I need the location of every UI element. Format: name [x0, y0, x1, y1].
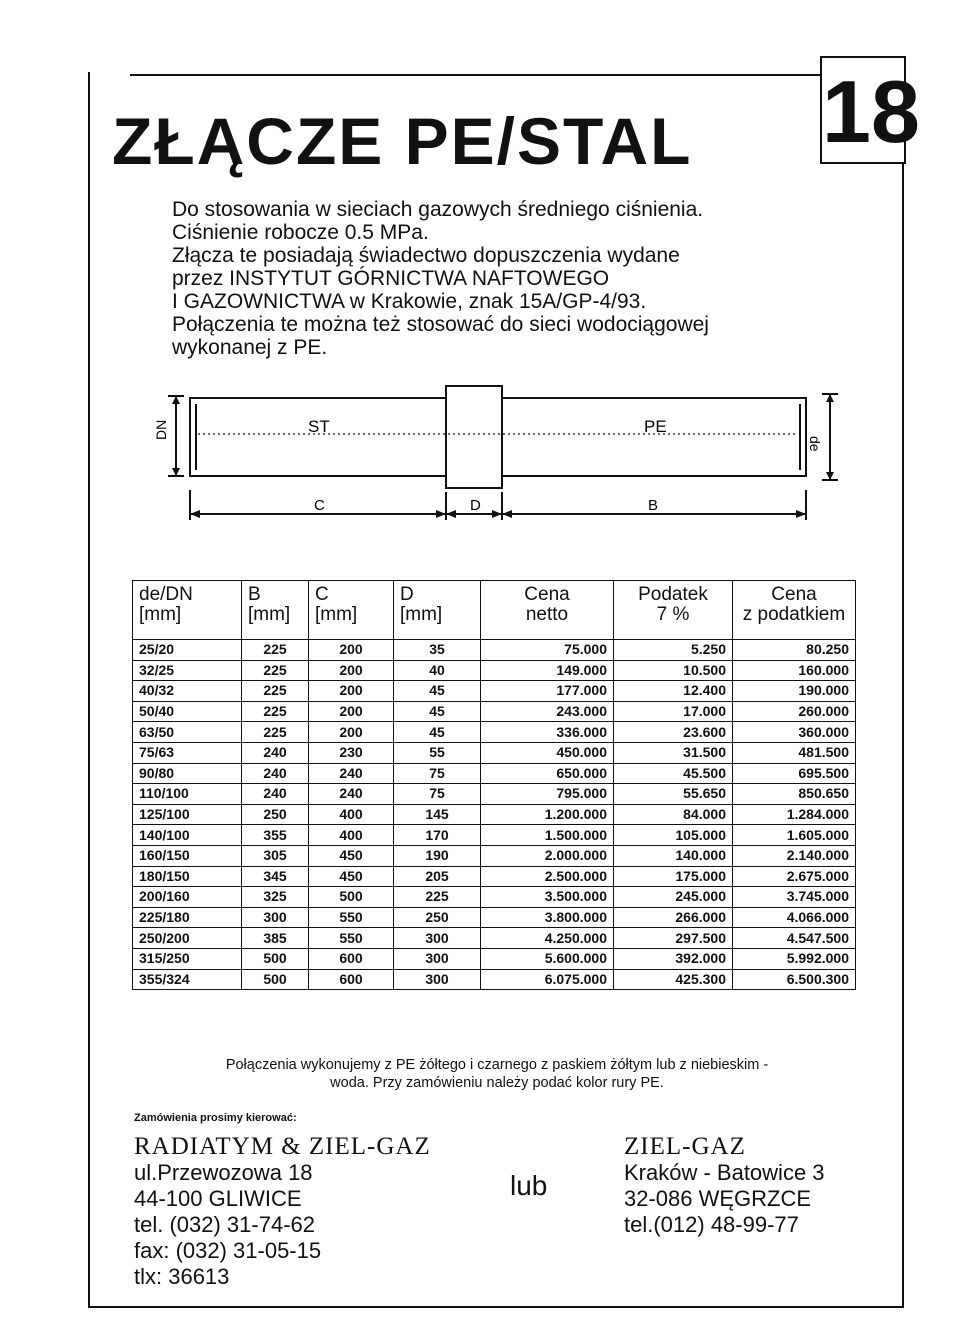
table-cell: 240 — [242, 742, 309, 763]
table-cell: 6.075.000 — [481, 969, 614, 990]
table-cell: 297.500 — [614, 928, 733, 949]
table-cell: 425.300 — [614, 969, 733, 990]
table-cell: 550 — [309, 928, 394, 949]
table-cell: 3.500.000 — [481, 887, 614, 908]
table-cell: 23.600 — [614, 722, 733, 743]
table-cell: 240 — [309, 763, 394, 784]
table-cell: 225 — [394, 887, 481, 908]
table-cell: 1.605.000 — [733, 825, 856, 846]
table-row — [133, 907, 856, 928]
table-row — [133, 784, 856, 805]
table-cell: 5.992.000 — [733, 948, 856, 969]
label-d: D — [470, 497, 481, 514]
table-cell: 240 — [242, 784, 309, 805]
table-cell: 17.000 — [614, 701, 733, 722]
table-header-row — [133, 581, 856, 640]
city-address: 32-086 WĘGRZCE — [624, 1186, 812, 1211]
table-cell: 200 — [309, 660, 394, 681]
street-address: Kraków - Batowice 3 — [624, 1160, 825, 1185]
table-cell: 55 — [394, 742, 481, 763]
top-rule — [130, 74, 820, 76]
table-cell: 140/100 — [133, 825, 242, 846]
table-cell: 1.284.000 — [733, 804, 856, 825]
label-st: ST — [308, 417, 330, 436]
table-row — [133, 701, 856, 722]
label-dn: DN — [153, 419, 169, 440]
table-cell: 35 — [394, 640, 481, 661]
table-cell: 325 — [242, 887, 309, 908]
table-cell: 31.500 — [614, 742, 733, 763]
table-cell: 355 — [242, 825, 309, 846]
table-row — [133, 681, 856, 702]
table-cell: 230 — [309, 742, 394, 763]
table-cell: 2.675.000 — [733, 866, 856, 887]
table-cell: 205 — [394, 866, 481, 887]
table-cell: 300 — [394, 969, 481, 990]
color-note — [132, 1056, 862, 1092]
table-cell: 75 — [394, 784, 481, 805]
header-cell: de/DN [mm] — [133, 581, 242, 640]
table-cell: 300 — [394, 948, 481, 969]
table-cell: 45 — [394, 722, 481, 743]
table-cell: 55.650 — [614, 784, 733, 805]
table-cell: 200 — [309, 640, 394, 661]
table-cell: 300 — [242, 907, 309, 928]
company-name: ZIEL-GAZ — [624, 1133, 746, 1160]
table-cell: 177.000 — [481, 681, 614, 702]
phone-number: tel.(012) 48-99-77 — [624, 1212, 799, 1237]
table-cell: 5.250 — [614, 640, 733, 661]
table-cell: 345 — [242, 866, 309, 887]
table-cell: 695.500 — [733, 763, 856, 784]
table-cell: 225 — [242, 640, 309, 661]
table-row — [133, 804, 856, 825]
table-cell: 1.200.000 — [481, 804, 614, 825]
table-cell: 45 — [394, 681, 481, 702]
table-cell: 6.500.300 — [733, 969, 856, 990]
table-cell: 240 — [242, 763, 309, 784]
intro-line: Połączenia te można też stosować do sieci wodociągowej — [172, 313, 709, 336]
telex-number: tlx: 36613 — [134, 1264, 230, 1289]
table-cell: 160/150 — [133, 845, 242, 866]
table-cell: 250 — [394, 907, 481, 928]
label-pe: PE — [644, 417, 667, 436]
table-cell: 400 — [309, 804, 394, 825]
table-cell: 225 — [242, 681, 309, 702]
intro-line: I GAZOWNICTWA w Krakowie, znak 15A/GP-4/93. — [172, 290, 647, 313]
table-cell: 355/324 — [133, 969, 242, 990]
table-cell: 175.000 — [614, 866, 733, 887]
table-cell: 25/20 — [133, 640, 242, 661]
table-cell: 243.000 — [481, 701, 614, 722]
table-cell: 12.400 — [614, 681, 733, 702]
table-row — [133, 640, 856, 661]
intro-line: przez INSTYTUT GÓRNICTWA NAFTOWEGO — [172, 267, 610, 290]
table-row — [133, 845, 856, 866]
table-cell: 500 — [309, 887, 394, 908]
table-cell: 180/150 — [133, 866, 242, 887]
table-cell: 2.500.000 — [481, 866, 614, 887]
price-table-body — [133, 640, 856, 990]
city-address: 44-100 GLIWICE — [134, 1186, 302, 1211]
table-cell: 75 — [394, 763, 481, 784]
table-cell: 250 — [242, 804, 309, 825]
order-label: Zamówienia prosimy kierować: — [134, 1112, 297, 1124]
intro-line: wykonanej z PE. — [172, 336, 328, 359]
table-cell: 200 — [309, 681, 394, 702]
table-cell: 45 — [394, 701, 481, 722]
table-cell: 3.800.000 — [481, 907, 614, 928]
table-row — [133, 742, 856, 763]
table-cell: 4.250.000 — [481, 928, 614, 949]
table-row — [133, 969, 856, 990]
contact-right — [624, 1134, 825, 1238]
table-cell: 385 — [242, 928, 309, 949]
header-cell: D [mm] — [394, 581, 481, 640]
table-cell: 305 — [242, 845, 309, 866]
table-cell: 266.000 — [614, 907, 733, 928]
table-cell: 105.000 — [614, 825, 733, 846]
intro-line: Złącza te posiadają świadectwo dopuszczenia wydane — [172, 244, 680, 267]
table-cell: 200/160 — [133, 887, 242, 908]
table-cell: 125/100 — [133, 804, 242, 825]
table-cell: 84.000 — [614, 804, 733, 825]
table-cell: 3.745.000 — [733, 887, 856, 908]
table-cell: 481.500 — [733, 742, 856, 763]
table-cell: 260.000 — [733, 701, 856, 722]
table-cell: 400 — [309, 825, 394, 846]
table-cell: 795.000 — [481, 784, 614, 805]
note-line: woda. Przy zamówieniu należy podać kolor rury PE. — [330, 1075, 664, 1091]
table-cell: 40 — [394, 660, 481, 681]
table-cell: 240 — [309, 784, 394, 805]
company-name: RADIATYM & ZIEL-GAZ — [134, 1133, 431, 1160]
header-cell: C [mm] — [309, 581, 394, 640]
table-cell: 450.000 — [481, 742, 614, 763]
price-table — [132, 580, 856, 990]
table-cell: 225 — [242, 701, 309, 722]
intro-line: Do stosowania w sieciach gazowych średniego ciśnienia. — [172, 198, 704, 221]
table-row — [133, 866, 856, 887]
coupling-diagram — [140, 380, 860, 530]
table-cell: 2.000.000 — [481, 845, 614, 866]
header-cell: Cena z podatkiem — [733, 581, 856, 640]
table-cell: 200 — [309, 722, 394, 743]
fax-number: fax: (032) 31-05-15 — [134, 1238, 322, 1263]
table-row — [133, 887, 856, 908]
table-cell: 4.547.500 — [733, 928, 856, 949]
table-cell: 850.650 — [733, 784, 856, 805]
table-cell: 225 — [242, 722, 309, 743]
table-cell: 392.000 — [614, 948, 733, 969]
table-cell: 2.140.000 — [733, 845, 856, 866]
header-cell: Cena netto — [481, 581, 614, 640]
table-row — [133, 948, 856, 969]
table-cell: 40/32 — [133, 681, 242, 702]
page-number-box: 18 — [820, 56, 906, 164]
page-title: ZŁĄCZE PE/STAL — [112, 104, 693, 178]
or-word: lub — [510, 1170, 548, 1201]
table-cell: 140.000 — [614, 845, 733, 866]
table-cell: 110/100 — [133, 784, 242, 805]
note-line: Połączenia wykonujemy z PE żółtego i czarnego z paskiem żółtym lub z niebieskim - — [225, 1057, 769, 1073]
intro-text — [172, 198, 852, 359]
table-cell: 245.000 — [614, 887, 733, 908]
table-cell: 650.000 — [481, 763, 614, 784]
table-cell: 80.250 — [733, 640, 856, 661]
table-cell: 315/250 — [133, 948, 242, 969]
table-cell: 500 — [242, 969, 309, 990]
table-cell: 360.000 — [733, 722, 856, 743]
table-cell: 10.500 — [614, 660, 733, 681]
table-row — [133, 660, 856, 681]
table-cell: 190 — [394, 845, 481, 866]
table-row — [133, 928, 856, 949]
contact-left — [134, 1134, 431, 1290]
table-cell: 200 — [309, 701, 394, 722]
table-cell: 90/80 — [133, 763, 242, 784]
table-row — [133, 722, 856, 743]
table-cell: 600 — [309, 948, 394, 969]
header-cell: B [mm] — [242, 581, 309, 640]
phone-number: tel. (032) 31-74-62 — [134, 1212, 315, 1237]
table-cell: 336.000 — [481, 722, 614, 743]
table-cell: 225 — [242, 660, 309, 681]
table-cell: 160.000 — [733, 660, 856, 681]
intro-line: Ciśnienie robocze 0.5 MPa. — [172, 221, 429, 244]
table-cell: 145 — [394, 804, 481, 825]
label-de: de — [807, 436, 823, 452]
table-row — [133, 763, 856, 784]
table-cell: 300 — [394, 928, 481, 949]
table-cell: 75/63 — [133, 742, 242, 763]
table-cell: 500 — [242, 948, 309, 969]
table-cell: 75.000 — [481, 640, 614, 661]
table-cell: 5.600.000 — [481, 948, 614, 969]
header-cell: Podatek 7 % — [614, 581, 733, 640]
table-cell: 45.500 — [614, 763, 733, 784]
table-cell: 63/50 — [133, 722, 242, 743]
table-cell: 190.000 — [733, 681, 856, 702]
table-cell: 250/200 — [133, 928, 242, 949]
table-cell: 149.000 — [481, 660, 614, 681]
table-cell: 1.500.000 — [481, 825, 614, 846]
table-cell: 450 — [309, 866, 394, 887]
table-row — [133, 825, 856, 846]
table-cell: 32/25 — [133, 660, 242, 681]
label-b: B — [648, 497, 659, 514]
label-c: C — [314, 497, 325, 514]
table-cell: 50/40 — [133, 701, 242, 722]
table-cell: 4.066.000 — [733, 907, 856, 928]
table-cell: 225/180 — [133, 907, 242, 928]
table-cell: 600 — [309, 969, 394, 990]
table-cell: 450 — [309, 845, 394, 866]
table-cell: 170 — [394, 825, 481, 846]
street-address: ul.Przewozowa 18 — [134, 1160, 313, 1185]
table-cell: 550 — [309, 907, 394, 928]
